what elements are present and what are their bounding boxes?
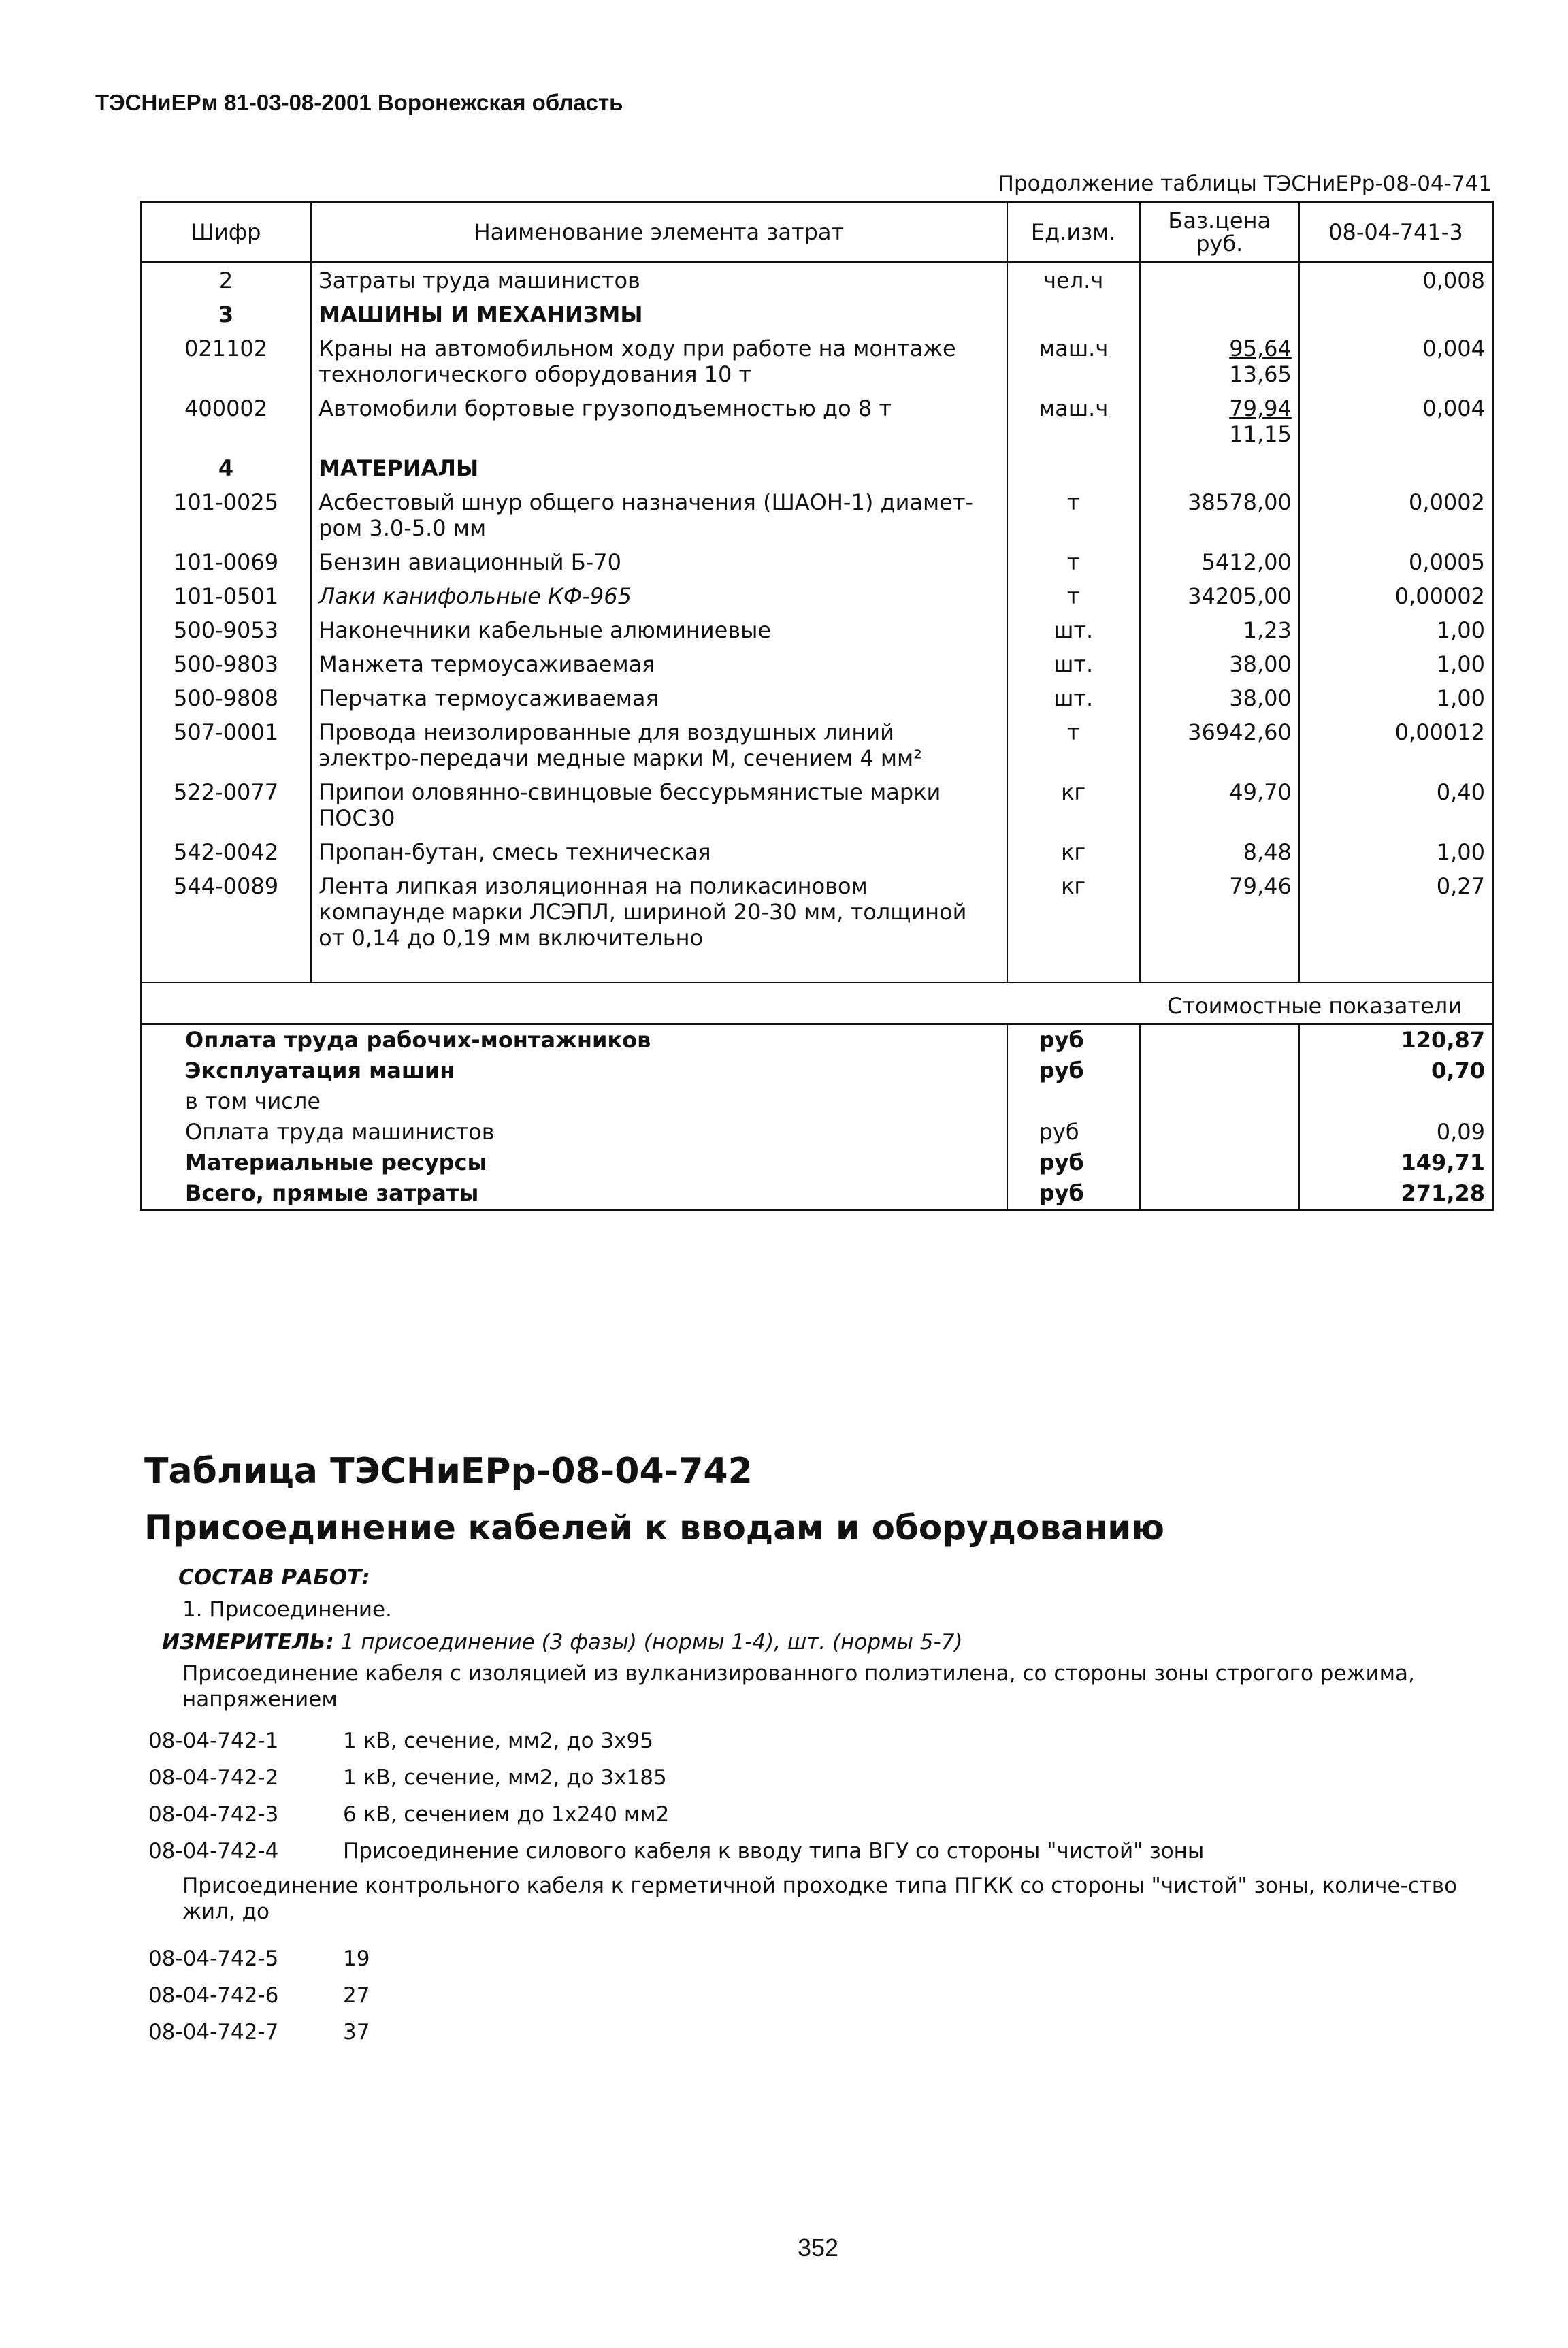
table-title: Таблица ТЭСНиЕРр-08-04-742 <box>144 1451 753 1492</box>
norm-text: 1 кВ, сечение, мм2, до 3х95 <box>343 1729 653 1753</box>
cell-unit: кг <box>1007 869 1140 955</box>
cell-unit: шт. <box>1007 647 1140 681</box>
col-header-price: Баз.цена руб. <box>1140 202 1299 263</box>
cell-price: 34205,00 <box>1140 579 1299 613</box>
cost-row <box>141 1024 1493 1056</box>
cell-code: 500-9808 <box>141 681 312 715</box>
norm-code: 08-04-742-5 <box>148 1946 279 1971</box>
cell-price: 49,70 <box>1140 775 1299 835</box>
cost-value: 149,71 <box>1299 1147 1493 1178</box>
cost-value: 0,70 <box>1299 1056 1493 1086</box>
norm-text: 27 <box>343 1983 370 2008</box>
cell-unit: шт. <box>1007 681 1140 715</box>
cell-name: Лента липкая изоляционная на поликасиновом компаунде марки ЛСЭПЛ, шириной 20-30 мм, толщиной от 0,14 до 0,19 мм включительно <box>311 869 1007 955</box>
cell-code: 522-0077 <box>141 775 312 835</box>
table-row <box>141 263 1493 298</box>
cell-value: 0,004 <box>1299 391 1493 451</box>
cell-code: 101-0501 <box>141 579 312 613</box>
cell-code: 101-0025 <box>141 485 312 545</box>
norm-code: 08-04-742-6 <box>148 1983 279 2008</box>
page-number: 352 <box>798 2234 839 2262</box>
cell-price <box>1140 451 1299 485</box>
cost-row <box>141 1178 1493 1210</box>
cell-code: 507-0001 <box>141 715 312 775</box>
measure-line <box>162 1629 962 1655</box>
price-total: 79,94 <box>1229 395 1292 421</box>
cell-value: 1,00 <box>1299 647 1493 681</box>
table-row <box>141 869 1493 955</box>
cell-unit <box>1007 297 1140 331</box>
table-row <box>141 835 1493 869</box>
cell-name: Автомобили бортовые грузоподъемностью до 8 т <box>311 391 1007 451</box>
cell-value: 0,00002 <box>1299 579 1493 613</box>
cost-unit: руб <box>1007 1178 1140 1210</box>
price-total: 95,64 <box>1229 336 1292 361</box>
cost-header: Стоимостные показатели <box>1140 983 1493 1024</box>
cost-unit: руб <box>1007 1147 1140 1178</box>
cell-unit: чел.ч <box>1007 263 1140 298</box>
cell-price: 5412,00 <box>1140 545 1299 579</box>
cell-unit: т <box>1007 715 1140 775</box>
measure-label: ИЗМЕРИТЕЛЬ: <box>162 1630 334 1654</box>
cell-name: Затраты труда машинистов <box>311 263 1007 298</box>
norm-text: 1 кВ, сечение, мм2, до 3х185 <box>343 1765 667 1790</box>
table-row <box>141 775 1493 835</box>
cell-value: 0,0005 <box>1299 545 1493 579</box>
cell-name: Бензин авиационный Б-70 <box>311 545 1007 579</box>
cell-price: 8,48 <box>1140 835 1299 869</box>
cell-code: 500-9053 <box>141 613 312 647</box>
cell-value: 1,00 <box>1299 681 1493 715</box>
col-header-name: Наименование элемента затрат <box>311 202 1007 263</box>
table-row <box>141 715 1493 775</box>
table-subtitle: Присоединение кабелей к вводам и оборудованию <box>144 1508 1164 1548</box>
cell-value: 0,008 <box>1299 263 1493 298</box>
group1-description: Присоединение кабеля с изоляцией из вулканизированного полиэтилена, со стороны зоны строгого режима, напряжением <box>182 1661 1415 1712</box>
running-header: ТЭСНиЕРм 81-03-08-2001 Воронежская область <box>95 90 623 115</box>
section-row <box>141 451 1493 485</box>
table-row <box>141 647 1493 681</box>
cell-price: 1,23 <box>1140 613 1299 647</box>
cell-price <box>1140 391 1299 451</box>
cell-code: 021102 <box>141 331 312 391</box>
cost-header-row <box>141 983 1493 1024</box>
cell-price <box>1140 297 1299 331</box>
section-row <box>141 297 1493 331</box>
cell-code: 542-0042 <box>141 835 312 869</box>
col-header-norm: 08-04-741-3 <box>1299 202 1493 263</box>
cell-unit: т <box>1007 485 1140 545</box>
cost-name: Оплата труда машинистов <box>141 1117 1007 1147</box>
table-row <box>141 613 1493 647</box>
cell-price <box>1140 331 1299 391</box>
price-wage: 13,65 <box>1229 361 1292 387</box>
norm-code: 08-04-742-1 <box>148 1729 279 1753</box>
col-header-code: Шифр <box>141 202 312 263</box>
work-composition-label: СОСТАВ РАБОТ: <box>178 1565 370 1590</box>
cell-value: 1,00 <box>1299 613 1493 647</box>
cost-name: Всего, прямые затраты <box>141 1178 1007 1210</box>
cell-name: Припои оловянно-свинцовые бессурьмянистые марки ПОС30 <box>311 775 1007 835</box>
cost-unit: руб <box>1007 1056 1140 1086</box>
cost-name: Эксплуатация машин <box>141 1056 1007 1086</box>
cell-name: Провода неизолированные для воздушных линий электро-передачи медные марки М, сечением 4 мм² <box>311 715 1007 775</box>
cell-value <box>1299 297 1493 331</box>
norm-code: 08-04-742-3 <box>148 1802 279 1827</box>
cell-price: 38,00 <box>1140 681 1299 715</box>
cell-unit: кг <box>1007 835 1140 869</box>
measure-text: 1 присоединение (3 фазы) (нормы 1-4), шт. (нормы 5-7) <box>340 1630 963 1654</box>
cell-name: Краны на автомобильном ходу при работе на монтаже технологического оборудования 10 т <box>311 331 1007 391</box>
cell-value: 0,00012 <box>1299 715 1493 775</box>
cell-price: 79,46 <box>1140 869 1299 955</box>
cost-row <box>141 1117 1493 1147</box>
cell-value <box>1299 451 1493 485</box>
norm-code: 08-04-742-4 <box>148 1839 279 1863</box>
cell-price: 36942,60 <box>1140 715 1299 775</box>
cost-row <box>141 1056 1493 1086</box>
price-wage: 11,15 <box>1229 421 1292 447</box>
cell-price: 38578,00 <box>1140 485 1299 545</box>
table-row <box>141 545 1493 579</box>
cell-name: МАТЕРИАЛЫ <box>311 451 1007 485</box>
cell-name: Пропан-бутан, смесь техническая <box>311 835 1007 869</box>
table-row <box>141 485 1493 545</box>
norm-text: 6 кВ, сечением до 1х240 мм2 <box>343 1802 670 1827</box>
norm-text: 37 <box>343 2020 370 2044</box>
table-row <box>141 391 1493 451</box>
table-gap-row <box>141 955 1493 983</box>
cell-unit: кг <box>1007 775 1140 835</box>
cost-row <box>141 1147 1493 1178</box>
cell-value: 0,0002 <box>1299 485 1493 545</box>
table-header-row <box>141 202 1493 263</box>
cell-name: Перчатка термоусаживаемая <box>311 681 1007 715</box>
cell-unit <box>1007 451 1140 485</box>
norm-text: 19 <box>343 1946 370 1971</box>
cost-value <box>1299 1086 1493 1117</box>
cell-price: 38,00 <box>1140 647 1299 681</box>
cell-value: 0,40 <box>1299 775 1493 835</box>
cell-name: Наконечники кабельные алюминиевые <box>311 613 1007 647</box>
norm-code: 08-04-742-2 <box>148 1765 279 1790</box>
cell-value: 0,27 <box>1299 869 1493 955</box>
cell-name: МАШИНЫ И МЕХАНИЗМЫ <box>311 297 1007 331</box>
norm-code: 08-04-742-7 <box>148 2020 279 2044</box>
cell-name: Асбестовый шнур общего назначения (ШАОН-1) диамет-ром 3.0-5.0 мм <box>311 485 1007 545</box>
table-row <box>141 331 1493 391</box>
resource-table <box>140 201 1494 1211</box>
cost-name: в том числе <box>141 1086 1007 1117</box>
cell-unit: т <box>1007 545 1140 579</box>
cell-name: Лаки канифольные КФ-965 <box>311 579 1007 613</box>
cell-unit: маш.ч <box>1007 391 1140 451</box>
cell-code: 101-0069 <box>141 545 312 579</box>
cell-code: 2 <box>141 263 312 298</box>
cost-name: Оплата труда рабочих-монтажников <box>141 1024 1007 1056</box>
table-continuation-caption: Продолжение таблицы ТЭСНиЕРр-08-04-741 <box>998 172 1492 196</box>
cost-unit: руб <box>1007 1024 1140 1056</box>
table-row <box>141 681 1493 715</box>
group2-description: Присоединение контрольного кабеля к герметичной проходке типа ПГКК со стороны "чистой" зоны, количе-ство жил, до <box>182 1874 1458 1924</box>
cell-value: 1,00 <box>1299 835 1493 869</box>
table-row <box>141 579 1493 613</box>
cost-name: Материальные ресурсы <box>141 1147 1007 1178</box>
cell-code: 544-0089 <box>141 869 312 955</box>
cost-unit: руб <box>1007 1117 1140 1147</box>
cost-value: 0,09 <box>1299 1117 1493 1147</box>
cost-row <box>141 1086 1493 1117</box>
norm-text: Присоединение силового кабеля к вводу типа ВГУ со стороны "чистой" зоны <box>343 1839 1205 1863</box>
cell-unit: маш.ч <box>1007 331 1140 391</box>
cell-code: 3 <box>141 297 312 331</box>
cell-code: 500-9803 <box>141 647 312 681</box>
cell-name: Манжета термоусаживаемая <box>311 647 1007 681</box>
cell-value: 0,004 <box>1299 331 1493 391</box>
cell-code: 400002 <box>141 391 312 451</box>
work-composition-item: 1. Присоединение. <box>182 1597 392 1622</box>
cell-unit: т <box>1007 579 1140 613</box>
col-header-unit: Ед.изм. <box>1007 202 1140 263</box>
cell-unit: шт. <box>1007 613 1140 647</box>
cost-unit <box>1007 1086 1140 1117</box>
cost-value: 120,87 <box>1299 1024 1493 1056</box>
cost-value: 271,28 <box>1299 1178 1493 1210</box>
cell-price <box>1140 263 1299 298</box>
cell-code: 4 <box>141 451 312 485</box>
